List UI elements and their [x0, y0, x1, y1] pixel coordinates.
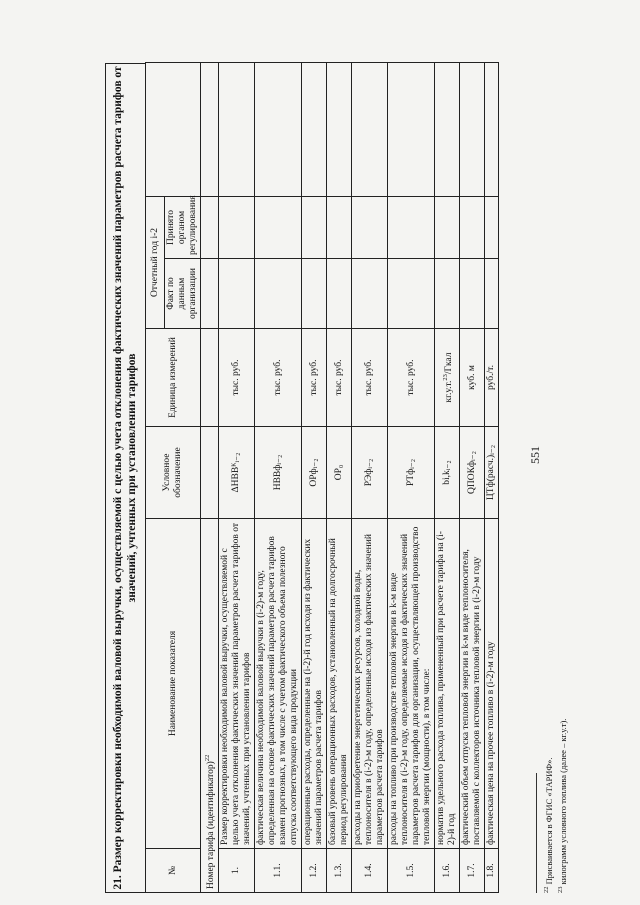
table-row	[435, 62, 460, 892]
row-name: расходы на топливо при производстве тепловой энергии в k-м виде теплоносителя в (i-2)-м году, определяемые исходя из фактических значений параметров расчета тарифов для организации, осуществляющей производство тепловой энергии (мощности), в том числе:	[388, 519, 435, 849]
row-extra	[327, 62, 352, 196]
row-fact-value	[255, 259, 302, 329]
row-number: 1.1.	[255, 849, 302, 893]
table-row	[388, 62, 435, 892]
row-extra	[388, 62, 435, 196]
parameters-table-block	[105, 63, 525, 893]
tariff-number-label: Номер тарифа (идентификатор)$^{22}$	[201, 519, 219, 893]
col-header-fact: Факт по данным организации	[165, 259, 201, 329]
row-number: 1.6.	[435, 849, 460, 893]
row-unit: кг.у.т.$^{23}$/Гкал	[435, 329, 460, 427]
footnote-23: $^{23}$ килограмм условного топлива (далее – кг.у.т).	[556, 718, 568, 893]
table-row	[352, 62, 388, 892]
table-row	[485, 62, 499, 892]
row-name: фактическая величина необходимой валовой выручки в (i-2)-м году, определенная на основе фактических значений параметров расчета тарифов взамен прогнозных, в том числе с учетом фактического объема полезного отпуска соответствующего вида продукции	[255, 519, 302, 849]
row-fact-value	[327, 259, 352, 329]
row-name: фактический объем отпуска тепловой энергии в k-м виде теплоносителя, поставляемой с коллекторов источника тепловой энергии в (i-2)-м году	[460, 519, 485, 849]
row-extra	[352, 62, 388, 196]
row-fact-value	[352, 259, 388, 329]
row-number: 1.5.	[388, 849, 435, 893]
table-body	[219, 62, 499, 892]
row-unit: тыс. руб.	[219, 329, 255, 427]
row-fact-value	[460, 259, 485, 329]
row-symbol: НВВфᵢ₋₂	[255, 427, 302, 519]
row-name: норматив удельного расхода топлива, примененный при расчете тарифа на (i-2)-й год	[435, 519, 460, 849]
footnote-ref-23: 23	[441, 374, 449, 381]
row-accepted-value	[302, 196, 327, 258]
row-extra	[485, 62, 499, 196]
row-name: Размер корректировки необходимой валовой выручки, осуществляемой с целью учета отклонения фактических значений параметров расчета тарифов от значений, учтенных при установлении тарифов	[219, 519, 255, 849]
row-extra	[255, 62, 302, 196]
row-extra	[435, 62, 460, 196]
row-accepted-value	[219, 196, 255, 258]
row-symbol: ОР₀	[327, 427, 352, 519]
row-symbol: QПОКфᵢ₋₂	[460, 427, 485, 519]
row-accepted-value	[460, 196, 485, 258]
row-name: базовый уровень операционных расходов, установленный на долгосрочный период регулирования	[327, 519, 352, 849]
row-unit: руб./т.	[485, 329, 499, 427]
row-fact-value	[485, 259, 499, 329]
row-unit: тыс. руб.	[388, 329, 435, 427]
footnote-separator	[536, 773, 537, 893]
row-extra	[219, 62, 255, 196]
footnotes	[541, 719, 569, 893]
row-accepted-value	[388, 196, 435, 258]
table-row	[302, 62, 327, 892]
col-header-num: №	[146, 849, 201, 893]
row-symbol: РЭфᵢ₋₂	[352, 427, 388, 519]
table-row	[255, 62, 302, 892]
footnote-22: $^{22}$ Присваивается в ФГИС «ТАРИФ».	[543, 757, 554, 893]
row-symbol: ОРфᵢ₋₂	[302, 427, 327, 519]
row-symbol: РТфᵢ₋₂	[388, 427, 435, 519]
col-header-accepted: Принято органом регулирования	[165, 196, 201, 258]
row-symbol: ЦТф(расч.)ᵢ₋₂	[485, 427, 499, 519]
row-symbol: bi,kᵢ₋₂	[435, 427, 460, 519]
row-number: 1.	[219, 849, 255, 893]
tariff-number-row	[201, 62, 219, 892]
row-accepted-value	[435, 196, 460, 258]
col-header-reporting-year: Отчетный год i-2	[146, 196, 165, 328]
row-symbol: ΔНВВᴷᵢ₋₂	[219, 427, 255, 519]
row-accepted-value	[327, 196, 352, 258]
row-name: фактическая цена на прочее топливо в (i-2)-м году	[485, 519, 499, 849]
table-row	[327, 62, 352, 892]
row-fact-value	[219, 259, 255, 329]
row-unit: тыс. руб.	[352, 329, 388, 427]
row-unit: тыс. руб.	[327, 329, 352, 427]
row-accepted-value	[352, 196, 388, 258]
row-fact-value	[302, 259, 327, 329]
row-number: 1.4.	[352, 849, 388, 893]
col-header-empty	[146, 62, 201, 196]
row-unit: тыс. руб.	[302, 329, 327, 427]
row-extra	[460, 62, 485, 196]
row-fact-value	[435, 259, 460, 329]
col-header-name: Наименование показателя	[146, 519, 201, 849]
footnote-ref-22: 22	[204, 754, 211, 762]
row-number: 1.8.	[485, 849, 499, 893]
row-unit: куб. м	[460, 329, 485, 427]
row-unit: тыс. руб.	[255, 329, 302, 427]
row-accepted-value	[255, 196, 302, 258]
row-accepted-value	[485, 196, 499, 258]
row-fact-value	[388, 259, 435, 329]
row-number: 1.2.	[302, 849, 327, 893]
row-number: 1.7.	[460, 849, 485, 893]
col-header-symbol: Условное обозначение	[146, 427, 201, 519]
table-row	[219, 62, 255, 892]
row-name: операционные расходы, определенные на (i-2)-й год исходя из фактических значений параметров расчета тарифов	[302, 519, 327, 849]
col-header-unit: Единица измерений	[146, 329, 201, 427]
section-heading: 21. Размер корректировки необходимой валовой выручки, осуществляемой с целью учета отклонения фактических значений параметров расчета тарифов от значений, учтенных при установлении тарифов	[105, 63, 145, 893]
row-extra	[302, 62, 327, 196]
table-row	[460, 62, 485, 892]
page-number: 551	[528, 446, 542, 464]
header-row	[146, 62, 165, 892]
row-name: расходы на приобретение энергетических ресурсов, холодной воды, теплоносителя в (i-2)-м году, определенные исходя из фактических значений параметров расчета тарифов	[352, 519, 388, 849]
row-number: 1.3.	[327, 849, 352, 893]
parameters-table	[145, 62, 499, 893]
